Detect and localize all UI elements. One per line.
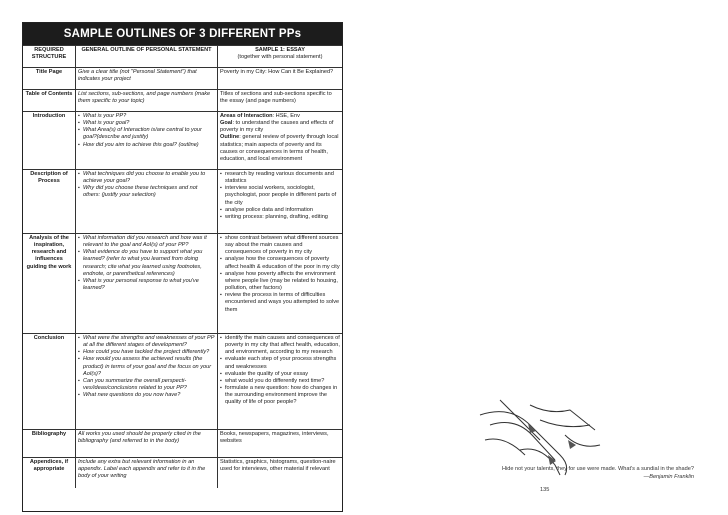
header-sample-title: SAMPLE 1: ESSAY	[255, 47, 305, 53]
list-item: ▪ How would you assess the achieved results (the product) in terms of your goal and the focus on your AoI(s)?	[83, 356, 215, 377]
sample-intro	[218, 112, 343, 170]
sample-list	[218, 170, 343, 234]
goal-text: : to understand the causes and effects of poverty in my city	[220, 120, 334, 134]
table-row-title-page	[23, 68, 342, 90]
general-list	[76, 234, 218, 334]
row-label: Introduction	[23, 112, 76, 170]
list-item: ▪ what would you do differently next time?	[225, 378, 340, 385]
table-row-introduction	[23, 112, 342, 170]
list-item: ▪ What is your goal?	[83, 120, 215, 127]
table-row-bibliography	[23, 430, 342, 458]
table-row-conclusion	[23, 334, 342, 430]
header-required-structure: REQUIRED STRUCTURE	[23, 46, 76, 68]
page-title: SAMPLE OUTLINES OF 3 DIFFERENT PPs	[23, 23, 342, 45]
general-text: Include any extra but relevant information in an appendix. Label each appendix and refer to it in the body of your writing	[76, 458, 218, 488]
general-text: List sections, sub-sections, and page numbers (make them specific to your topic)	[76, 90, 218, 112]
header-general-outline: GENERAL OUTLINE OF PERSONAL STATEMENT	[76, 46, 218, 68]
sample-text: Poverty in my City: How Can it Be Explained?	[218, 68, 343, 90]
aoi-label: Areas of Interaction	[220, 113, 273, 119]
list-item: ▪ What were the strengths and weaknesses of your PP at all the different stages of development?	[83, 335, 215, 349]
page-number: 135	[540, 487, 550, 493]
row-label: Title Page	[23, 68, 76, 90]
list-item: ▪ What new questions do you now have?	[83, 392, 215, 399]
quote-attribution: —Benjamin Franklin	[643, 473, 694, 480]
quote-block	[466, 466, 694, 482]
table-header-row	[23, 46, 342, 68]
list-item: ▪ Why did you choose these techniques and not others: (justify your selection)	[83, 185, 215, 199]
outline-label: Outline	[220, 134, 240, 141]
header-sample-subtitle: (together with personal statement)	[237, 54, 323, 61]
list-item: ▪ Can you summarize the overall perspecti-ves/ideas/conclusions related to your PP?	[83, 378, 215, 392]
table-row-appendices	[23, 458, 342, 488]
general-list	[76, 334, 218, 430]
row-label: Description of Process	[23, 170, 76, 234]
row-label: Table of Contents	[23, 90, 76, 112]
list-item: ▪ show contrast between what different sources say about the main causes and consequences of poverty in my city	[225, 235, 340, 256]
list-item: ▪ What evidence do you have to support what you learned? (refer to what you learned from doing research; cite what you learned using footnotes, endnote, or parenthetical references)	[83, 249, 215, 278]
quote-text: Hide not your talents, they for use were made. What's a sundial in the shade?	[502, 466, 694, 472]
sample-list	[218, 334, 343, 430]
list-item: ▪ What is your PP?	[83, 113, 215, 120]
sample-list	[218, 234, 343, 334]
table-row-analysis	[23, 234, 342, 334]
list-item: ▪ research by reading various documents and statistics	[225, 171, 340, 185]
general-list	[76, 112, 218, 170]
list-item: ▪ analyse police data and information	[225, 207, 340, 214]
list-item: ▪ review the process in terms of difficulties encountered and ways you attempted to solve them	[225, 292, 340, 313]
list-item: ▪ analyse how poverty affects the environment where people live (may be related to housing, pollution, other factors)	[225, 271, 340, 292]
row-label: Appendices, if appropriate	[23, 458, 76, 488]
list-item: ▪ What is your personal response to what you've learned?	[83, 278, 215, 292]
list-item: ▪ How did you aim to achieve this goal? (outline)	[83, 142, 215, 149]
list-item: ▪ What Area(s) of Interaction is/are central to your goal?(describe and justify)	[83, 127, 215, 141]
outline-table-page	[22, 22, 343, 512]
list-item: ▪ identify the main causes and consequences of poverty in my city that affect health, education, and environment, according to my research	[225, 335, 340, 356]
general-text: All works you used should be properly cited in the bibliography (and referred to in the body)	[76, 430, 218, 458]
row-label: Analysis of the inspiration, research and influences guiding the work	[23, 234, 76, 334]
list-item: ▪ writing process: planning, drafting, editing	[225, 214, 340, 221]
general-text: Give a clear title (not "Personal Statement") that indicates your project	[76, 68, 218, 90]
list-item: ▪ evaluate the quality of your essay	[225, 371, 340, 378]
list-item: ▪ formulate a new question: how do changes in the surrounding environment improve the quality of life of poor people?	[225, 385, 340, 406]
list-item: ▪ analyse how the consequences of poverty affect health & education of the poor in my city	[225, 256, 340, 270]
sample-text: Books, newspapers, magazines, interviews, websites	[218, 430, 343, 458]
outline-text: : general review of poverty through local statistics; main aspects of poverty and its causes or consequences in terms of health, education, and local environment	[220, 134, 339, 162]
goal-label: Goal	[220, 120, 233, 127]
list-item: ▪ What techniques did you choose to enable you to achieve your goal?	[83, 171, 215, 185]
list-item: ▪ evaluate each step of your process strengths and weaknesses	[225, 356, 340, 370]
outline-table	[23, 45, 342, 488]
header-sample-essay	[218, 46, 343, 68]
sample-text: Titles of sections and sub-sections specific to the essay (and page numbers)	[218, 90, 343, 112]
table-row-contents	[23, 90, 342, 112]
row-label: Conclusion	[23, 334, 76, 430]
list-item: ▪ How could you have tackled the project differently?	[83, 349, 215, 356]
table-row-description	[23, 170, 342, 234]
general-list	[76, 170, 218, 234]
aoi-text: : HSE, Env	[272, 113, 300, 119]
list-item: ▪ interview social workers, sociologist, psychologist, poor people in different parts of the city	[225, 185, 340, 206]
sample-text: Statistics, graphics, histograms, question-naire used for interviews, other material if relevant	[218, 458, 343, 488]
row-label: Bibliography	[23, 430, 76, 458]
list-item: ▪ What information did you research and how was it relevant to the goal and AoI(s) of your PP?	[83, 235, 215, 249]
